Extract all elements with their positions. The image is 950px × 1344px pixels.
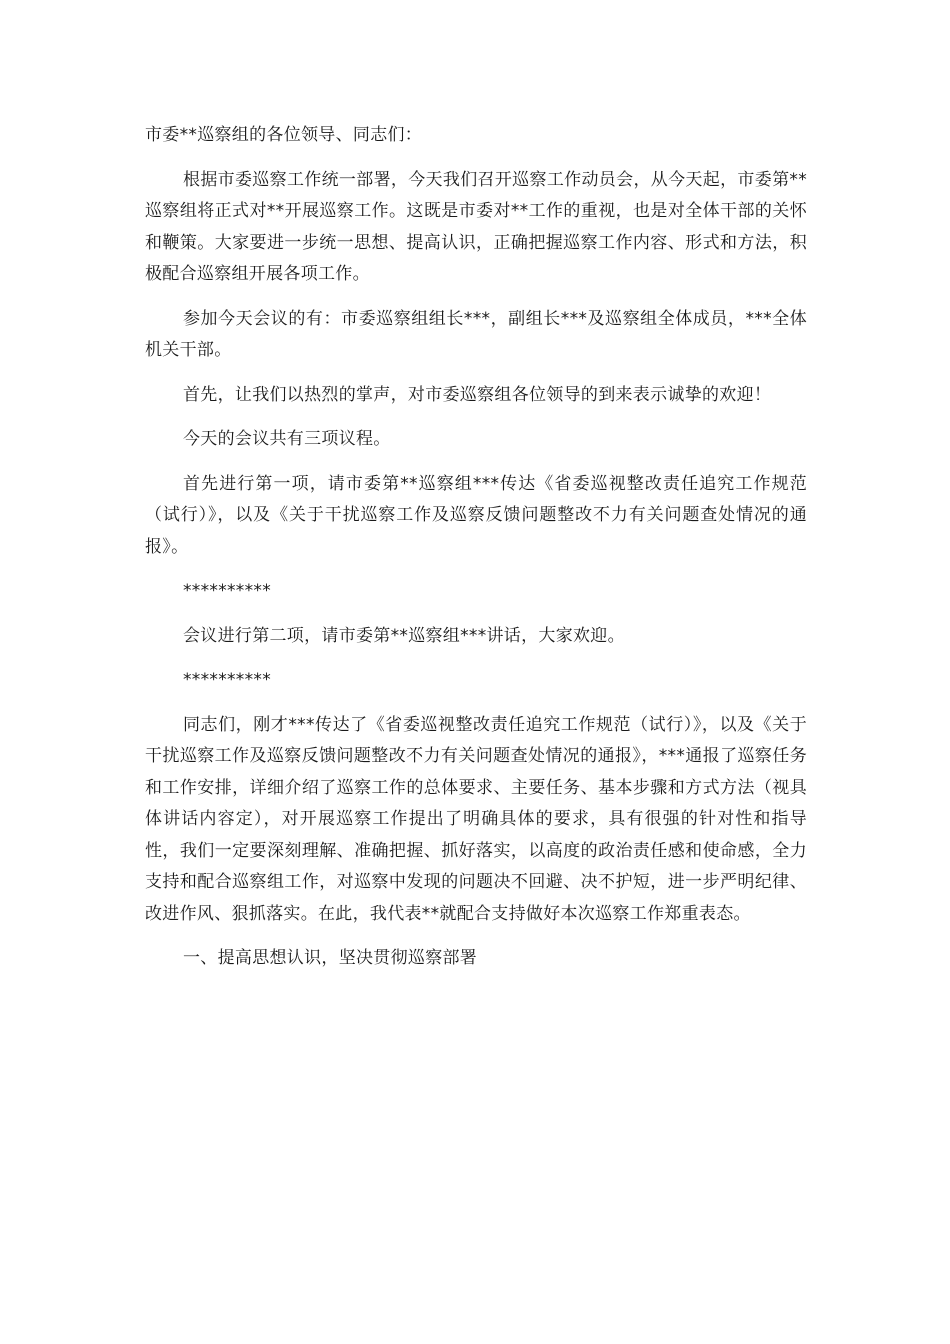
paragraph-agenda: 今天的会议共有三项议程。	[183, 429, 391, 449]
paragraph-placeholder: **********	[183, 670, 271, 690]
paragraph-attendees: 参加今天会议的有：市委巡察组组长***，副组长***及巡察组全体成员，***全体机关干部。	[145, 308, 807, 360]
section-heading: 一、提高思想认识，坚决贯彻巡察部署	[183, 948, 478, 968]
document-body	[145, 120, 807, 988]
paragraph-opening: 根据市委巡察工作统一部署，今天我们召开巡察工作动员会，从今天起，市委第**巡察组将正式对**开展巡察工作。这既是市委对**工作的重视，也是对全体干部的关怀和鞭策。大家要进一步统一思想、提高认识，正确把握巡察工作内容、形式和方法，积极配合巡察组开展各项工作。	[145, 169, 807, 284]
salutation: 市委**巡察组的各位领导、同志们：	[145, 125, 423, 145]
paragraph-item-one: 首先进行第一项，请市委第**巡察组***传达《省委巡视整改责任追究工作规范（试行）》，以及《关于干扰巡察工作及巡察反馈问题整改不力有关问题查处情况的通报》。	[145, 473, 807, 557]
paragraph-welcome: 首先，让我们以热烈的掌声，对市委巡察组各位领导的到来表示诚挚的欢迎！	[183, 384, 772, 405]
paragraph-statement: 同志们，刚才***传达了《省委巡视整改责任追究工作规范（试行）》，以及《关于干扰巡察工作及巡察反馈问题整改不力有关问题查处情况的通报》，***通报了巡察任务和工作安排，详细介绍了巡察工作的总体要求、主要任务、基本步骤和方式方法（视具体讲话内容定），对开展巡察工作提出了明确具体的要求，具有很强的针对性和指导性，我们一定要深刻理解、准确把握、抓好落实，以高度的政治责任感和使命感，全力支持和配合巡察组工作，对巡察中发现的问题决不回避、决不护短，进一步严明纪律、改进作风、狠抓落实。在此，我代表**就配合支持做好本次巡察工作郑重表态。	[145, 714, 807, 924]
paragraph-item-two: 会议进行第二项，请市委第**巡察组***讲话，大家欢迎。	[183, 625, 625, 646]
paragraph-placeholder: **********	[183, 581, 271, 601]
